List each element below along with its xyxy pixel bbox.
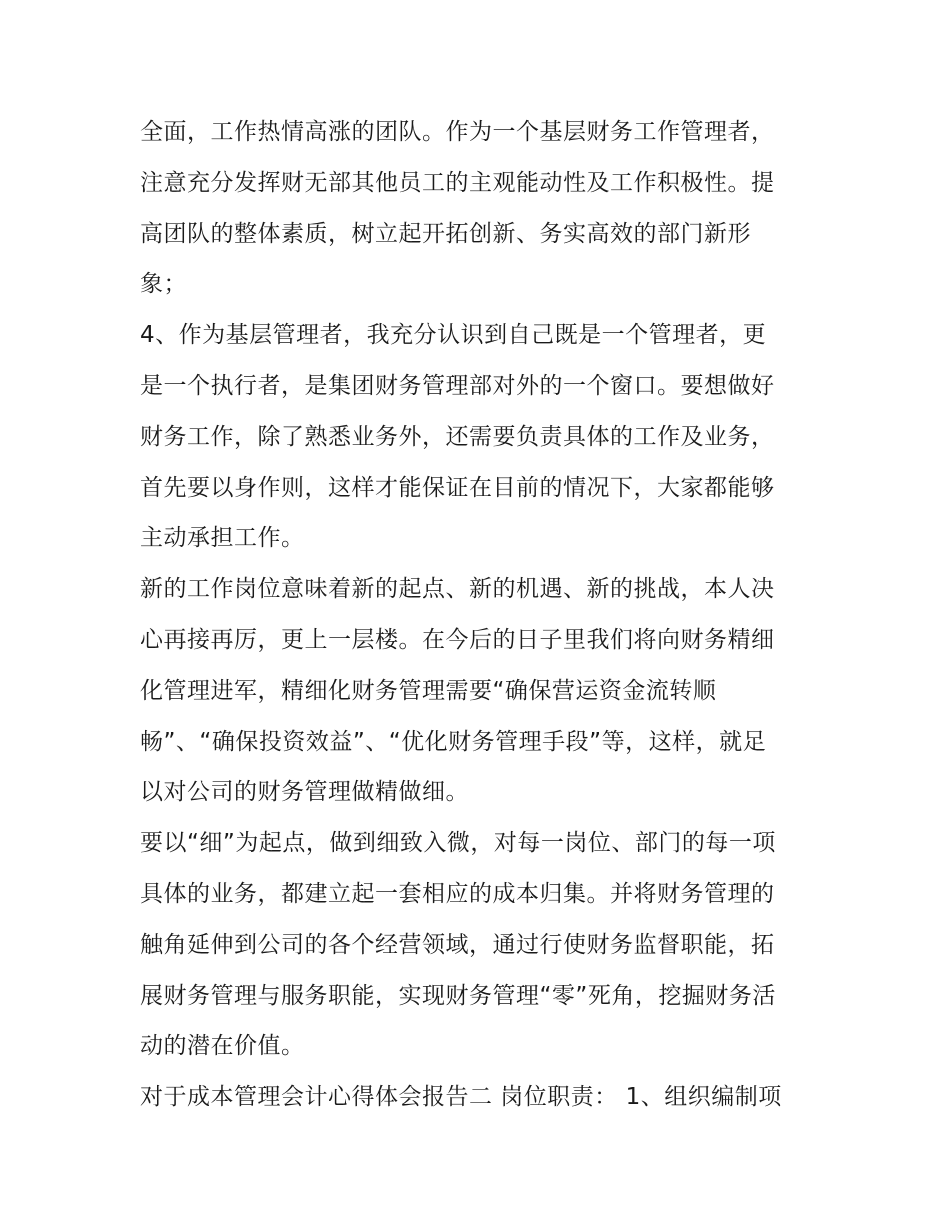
text-line: 财务工作，除了熟悉业务外，还需要负责具体的工作及业务， — [140, 423, 775, 450]
text-line: 是一个执行者，是集团财务管理部对外的一个窗口。要想做好 — [140, 372, 775, 399]
text-line: 触角延伸到公司的各个经营领域，通过行使财务监督职能，拓 — [140, 931, 775, 958]
text-line: 心再接再厉，更上一层楼。在今后的日子里我们将向财务精细 — [140, 626, 775, 653]
text-line: 全面，工作热情高涨的团队。作为一个基层财务工作管理者， — [140, 119, 775, 145]
text-line: 要以“细”为起点，做到细致入微，对每一岗位、部门的每一项 — [140, 830, 776, 857]
text-line: 展财务管理与服务职能，实现财务管理“零”死角，挖掘财务活 — [140, 982, 776, 1009]
text-line: 高团队的整体素质，树立起开拓创新、务实高效的部门新形 — [140, 220, 751, 247]
text-line: 注意充分发挥财无部其他员工的主观能动性及工作积极性。提 — [140, 169, 775, 196]
text-line: 象； — [140, 271, 187, 298]
text-line: 具体的业务，都建立起一套相应的成本归集。并将财务管理的 — [140, 880, 775, 907]
text-line: 化管理进军，精细化财务管理需要“确保营运资金流转顺 — [140, 677, 717, 704]
text-line: 4、作为基层管理者，我充分认识到自己既是一个管理者，更 — [140, 322, 767, 349]
text-line: 对于成本管理会计心得体会报告二 岗位职责： 1、组织编制项 — [140, 1084, 782, 1111]
text-line: 首先要以身作则，这样才能保证在目前的情况下，大家都能够 — [140, 474, 775, 501]
text-line: 新的工作岗位意味着新的起点、新的机遇、新的挑战，本人决 — [140, 576, 775, 603]
document-body — [140, 107, 830, 1123]
text-line: 以对公司的财务管理做精做细。 — [140, 779, 469, 806]
text-line: 动的潜在价值。 — [140, 1033, 305, 1060]
text-line: 主动承担工作。 — [140, 525, 305, 552]
text-line: 畅”、“确保投资效益”、“优化财务管理手段”等，这样，就足 — [140, 728, 767, 755]
